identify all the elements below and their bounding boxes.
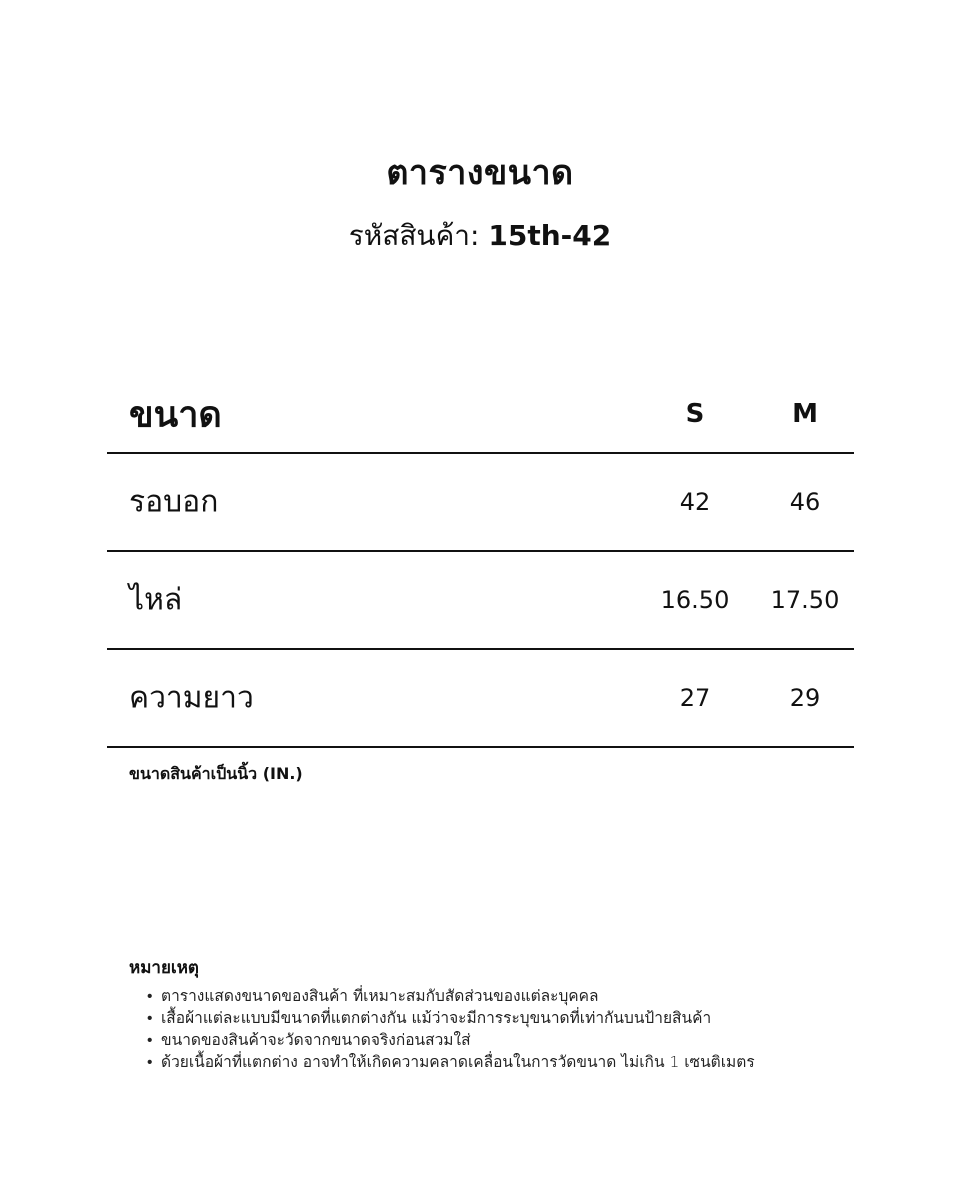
row-label: ความยาว [129,680,254,716]
notes-section [129,954,755,1073]
note-item: • เสื้อผ้าแต่ละแบบมีขนาดที่แตกต่างกัน แม้ว่าจะมีการระบุขนาดที่เท่ากันบนป้ายสินค้า [147,1007,755,1029]
value-m: 29 [789,684,821,712]
unit-note: ขนาดสินค้าเป็นนิ้ว (IN.) [129,764,303,783]
size-table [107,376,854,748]
value-s: 42 [679,488,711,516]
value-m: 17.50 [770,586,840,614]
notes-title: หมายเหตุ [129,958,199,978]
product-code-label: รหัสสินค้า: [348,219,480,252]
value-m: 46 [789,488,821,516]
table-row-shoulder [107,552,854,650]
table-row-length [107,650,854,748]
note-item: • ขนาดของสินค้าจะวัดจากขนาดจริงก่อนสวมใส่ [147,1029,755,1051]
value-s: 16.50 [660,586,730,614]
product-code-value: 15th-42 [488,219,612,252]
note-item: • ด้วยเนื้อผ้าที่แตกต่าง อาจทำให้เกิดความคลาดเคลื่อนในการวัดขนาด ไม่เกิน 1 เซนติเมตร [147,1051,755,1073]
page-title: ตารางขนาด [386,153,574,193]
product-code [0,214,960,258]
header-size-m: M [792,399,818,429]
row-label: ไหล่ [129,582,183,618]
notes-list [129,985,755,1073]
value-s: 27 [679,684,711,712]
note-item: • ตารางแสดงขนาดของสินค้า ที่เหมาะสมกับสัดส่วนของแต่ละบุคคล [147,985,755,1007]
header-label: ขนาด [129,394,222,436]
table-row-chest [107,454,854,552]
row-label: รอบอก [129,484,219,520]
size-table-header [107,376,854,454]
header-size-s: S [685,399,705,429]
